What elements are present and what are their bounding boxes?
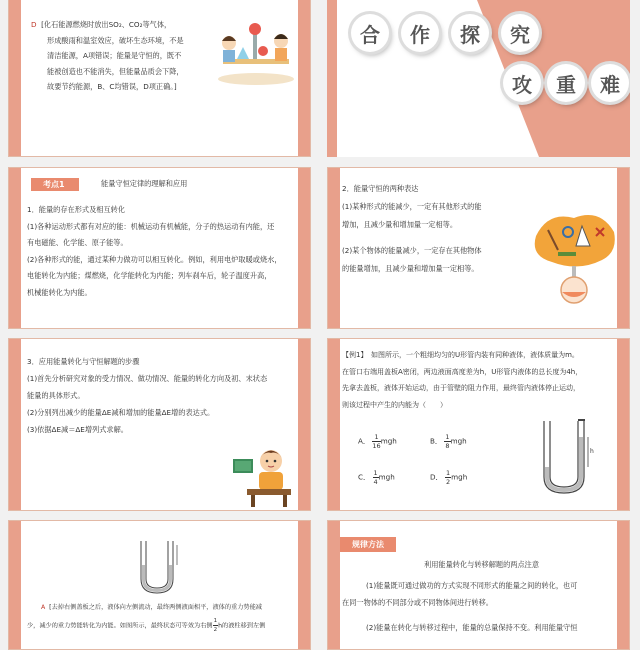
slide-8-left-bar	[328, 521, 340, 649]
option-c-num: 1	[373, 469, 378, 477]
slide-6	[327, 338, 630, 511]
option-a-fraction	[372, 433, 380, 450]
slide-1-line: 能被创造也不能消失，但能量品质会下降，	[47, 66, 184, 76]
u-tube-figure	[538, 417, 598, 499]
option-b-den: 8	[445, 442, 450, 450]
slide-7-frac-suffix: h	[218, 622, 223, 630]
subtitle-char-3: 难	[591, 64, 629, 102]
slide-3-text	[27, 202, 282, 301]
slide-6-line: 在管口右端用盖板A密闭，两边液面高度差为h，U形管内液体的总长度为4h，	[342, 367, 583, 376]
slide-7-text	[27, 599, 266, 636]
slide-5-text	[27, 353, 267, 438]
option-c-suffix: mgh	[378, 472, 395, 482]
option-c-den: 4	[373, 478, 378, 486]
slide-4-text	[342, 180, 482, 278]
slide-7-frac-den: 2	[213, 627, 218, 633]
option-b-suffix: mgh	[450, 436, 467, 446]
slide-8-text	[342, 577, 577, 636]
slide-5	[8, 338, 311, 511]
title-char-3: 探	[451, 14, 489, 52]
option-b	[430, 433, 467, 450]
option-d-letter: D．	[430, 472, 443, 482]
u-tube-small-figure	[137, 539, 185, 597]
answer-letter: D	[31, 20, 37, 29]
slide-3-line: 有电磁能、化学能、原子能等。	[27, 238, 128, 247]
option-d-den: 2	[446, 478, 451, 486]
student-at-desk-illustration	[233, 445, 293, 509]
slide-1-line: [化石能源燃烧时放出SO₂、CO₂等气体，	[41, 20, 172, 29]
slide-6-left-bar	[328, 339, 340, 510]
slide-8-line: (2)能量在转化与转移过程中，能量的总量保持不变。利用能量守恒	[366, 623, 578, 632]
slide-8	[327, 520, 630, 650]
option-d	[430, 469, 467, 486]
slide-1-line: 清洁能源，A项错误；能量是守恒的，既不	[47, 51, 182, 60]
slide-3-right-bar	[298, 168, 310, 328]
slide-7-left-bar	[9, 521, 21, 649]
slide-5-line: 能量的具体形式。	[27, 391, 85, 400]
slide-4	[327, 167, 630, 329]
slide-4-line: (2)某个物体的能量减少，一定存在其他物体	[342, 246, 482, 255]
slide-6-text	[342, 347, 582, 413]
slide-8-line: (1)能量既可通过做功的方式实现不同形式的能量之间的转化，也可	[366, 581, 578, 590]
option-c-letter: C．	[358, 472, 371, 482]
topic-title: 能量守恒定律的理解和应用	[101, 179, 188, 188]
slide-4-left-bar	[328, 168, 340, 328]
slide-3	[8, 167, 311, 329]
subtitle-char-2: 重	[547, 64, 585, 102]
answer-letter-7: A	[41, 604, 46, 611]
slide-3-line: 机械能转化为内能。	[27, 287, 92, 297]
slide-1	[8, 0, 311, 157]
slide-3-line: (1)各种运动形式都有对应的能：机械运动有机械能，分子的热运动有内能，还	[27, 221, 275, 231]
slide-3-left-bar	[9, 168, 21, 328]
slide-4-line: 增加，且减少量和增加量一定相等。	[342, 220, 458, 229]
slide-7-line: 的液柱移到左侧	[222, 622, 266, 630]
science-tools-illustration	[528, 206, 620, 306]
slide-6-line: 则该过程中产生的内能为（ ）	[342, 400, 447, 409]
method-title: 利用能量转化与转移解题的两点注意	[424, 560, 540, 569]
slide-5-line: (3)依据ΔE减＝ΔE增列式求解。	[27, 425, 128, 434]
u-tube-height-label: h	[590, 448, 594, 455]
slide-1-line: 故要节约能源，B、C均错误，D项正确。]	[47, 82, 177, 91]
slide-3-line: 1．能量的存在形式及相互转化	[27, 205, 126, 214]
topic-tag: 考点1	[31, 178, 79, 191]
slide-7-line: [去掉右侧盖板之后，液体向左侧流动，最终两侧液面相平，液体的重力势能减	[49, 604, 262, 611]
slide-5-line: (2)分别列出减少的能量ΔE减和增加的能量ΔE增的表达式。	[27, 408, 215, 417]
option-a	[358, 433, 397, 450]
slide-5-line: 3．应用能量转化与守恒解题的步骤	[27, 357, 140, 366]
option-a-num: 1	[372, 433, 380, 442]
title-char-1: 合	[351, 14, 389, 52]
option-a-suffix: mgh	[380, 436, 397, 446]
slide-1-right-bar	[298, 0, 310, 156]
students-lab-illustration	[215, 21, 297, 87]
option-b-num: 1	[445, 433, 450, 441]
slide-7-right-bar	[298, 521, 310, 649]
option-c	[358, 469, 395, 486]
option-a-den: 16	[372, 442, 381, 450]
slide-8-line: 在同一物体的不同部分或不同物体间进行转移。	[342, 598, 493, 607]
option-b-letter: B．	[430, 436, 443, 446]
slide-1-text	[31, 17, 184, 95]
slide-5-left-bar	[9, 339, 21, 510]
slide-5-right-bar	[298, 339, 310, 510]
slide-4-line: 2．能量守恒的两种表达	[342, 184, 419, 193]
slide-8-right-bar	[617, 521, 629, 649]
title-char-4: 究	[501, 14, 539, 52]
slide-6-line: 【例1】 如图所示，一个粗细均匀的U形管内装有同种液体，液体质量为m。	[342, 351, 579, 359]
slide-2	[327, 0, 630, 157]
slide-4-line: 的能量增加，且减少量和增加量一定相等。	[342, 264, 479, 273]
option-a-letter: A．	[358, 436, 371, 446]
method-tag: 规律方法	[340, 537, 396, 552]
slide-3-line: 电能转化为内能；煤燃烧，化学能转化为内能；列车刹车后，轮子温度升高，	[27, 271, 272, 280]
option-d-suffix: mgh	[451, 472, 468, 482]
slide-1-left-bar	[9, 0, 21, 156]
option-d-num: 1	[446, 469, 451, 477]
slide-6-line: 先拿去盖板，液体开始运动，由于管壁的阻力作用，最终管内液体停止运动，	[342, 384, 580, 392]
slide-7	[8, 520, 311, 650]
slide-7-line: 少，减少的重力势能转化为内能。如图所示，最终状态可等效为右侧	[27, 622, 213, 630]
slide-3-line: (2)各种形式的能，通过某种力做功可以相互转化。例如，利用电炉取暖或烧水，	[27, 254, 282, 264]
slide-1-line: 形成酸雨和温室效应，破坏生态环境，不是	[47, 35, 184, 45]
slide-5-line: (1)首先分析研究对象的受力情况、做功情况、能量的转化方向及初、末状态	[27, 374, 268, 383]
slide-6-right-bar	[617, 339, 629, 510]
slide-4-line: (1)某种形式的能减少，一定有其他形式的能	[342, 202, 482, 211]
slide-7-frac-num: 1	[213, 618, 218, 624]
subtitle-char-1: 攻	[503, 64, 541, 102]
title-char-2: 作	[401, 14, 439, 52]
